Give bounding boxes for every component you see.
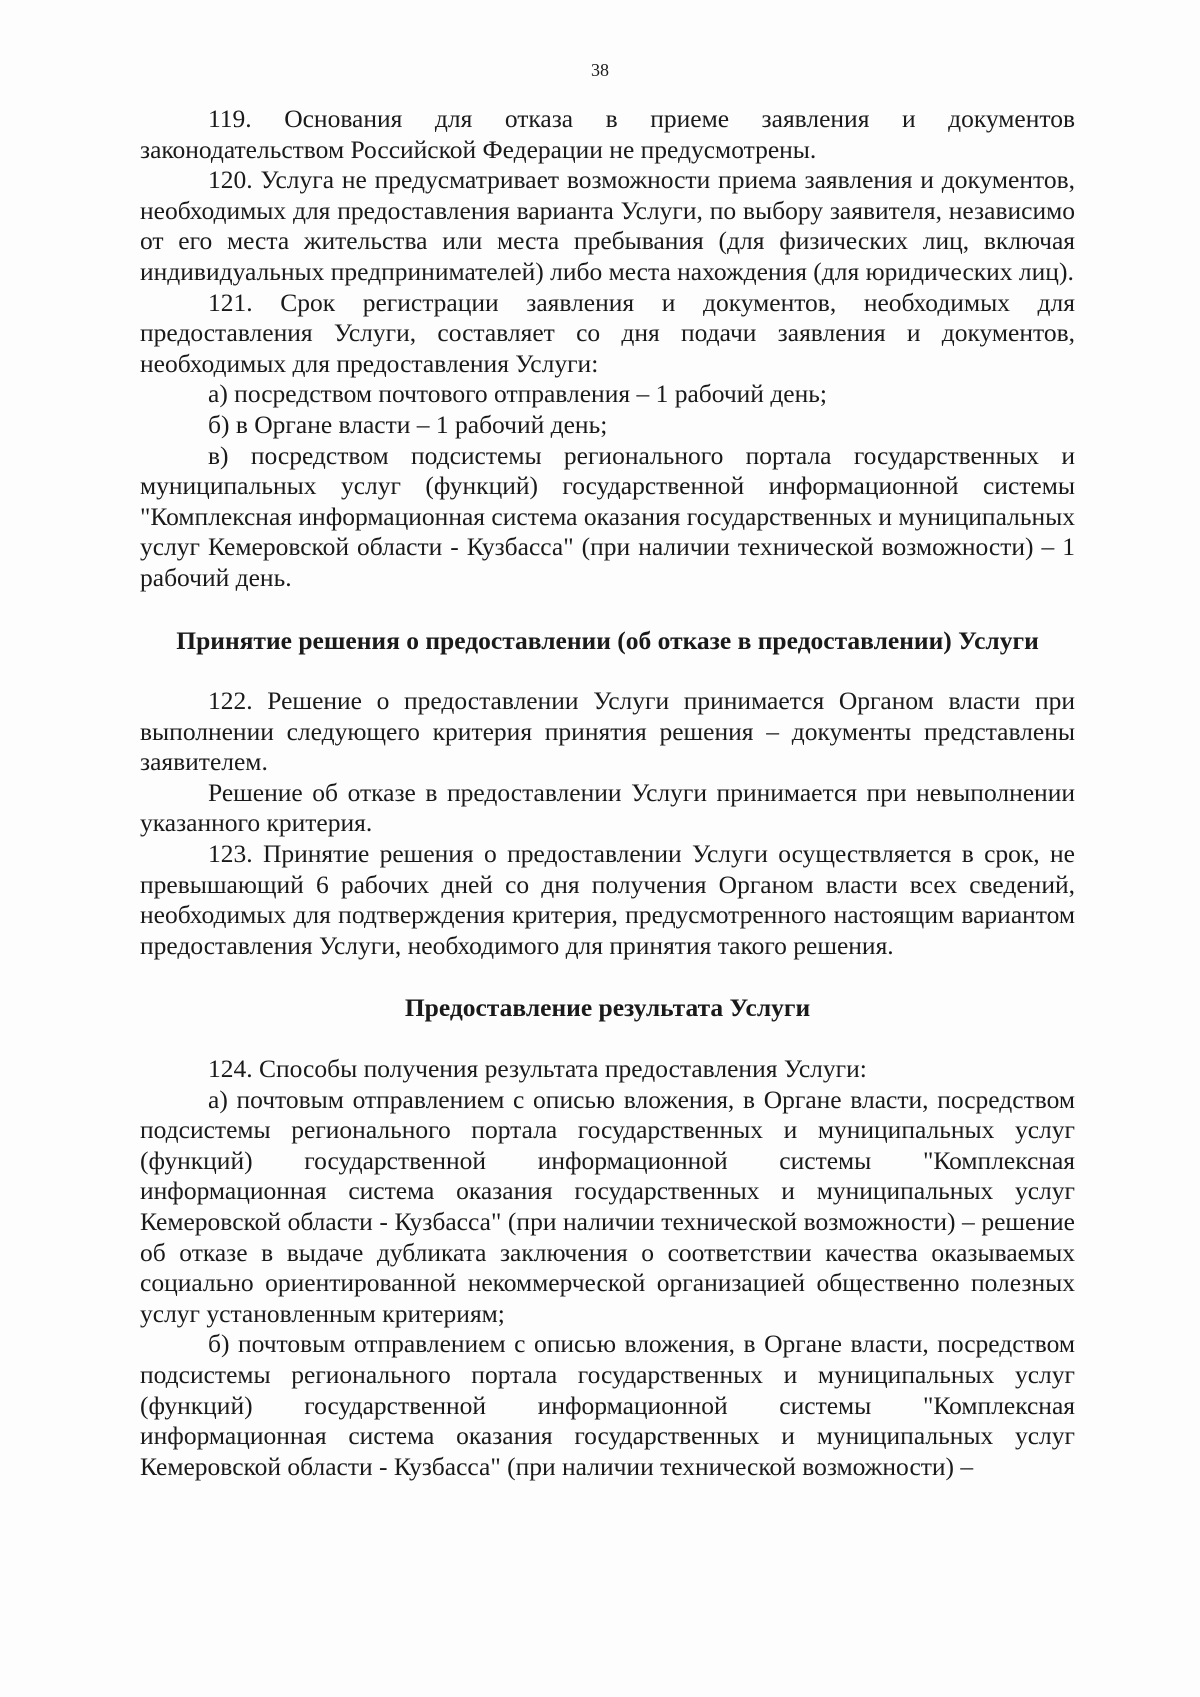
document-body	[140, 104, 1075, 1482]
paragraph-120: 120. Услуга не предусматривает возможности приема заявления и документов, необходимых для предоставления варианта Услуги, по выбору заявителя, независимо от его места жительства или места пребывания (для физических лиц, включая индивидуальных предпринимателей) либо места нахождения (для юридических лиц).	[140, 165, 1075, 286]
paragraph-124: 124. Способы получения результата предоставления Услуги:	[208, 1054, 867, 1084]
paragraph-121-v: в) посредством подсистемы регионального портала государственных и муниципальных услуг (функций) государственной информационной системы "Комплексная информационная система оказания государственных и муниципальных услуг Кемеровской области - Кузбасса" (при наличии технической возможности) – 1 рабочий день.	[140, 440, 1075, 592]
section-heading-decision: Принятие решения о предоставлении (об отказе в предоставлении) Услуги	[176, 625, 1039, 655]
paragraph-122-refusal: Решение об отказе в предоставлении Услуги принимается при невыполнении указанного критерия.	[140, 777, 1075, 838]
paragraph-121: 121. Срок регистрации заявления и документов, необходимых для предоставления Услуги, составляет со дня подачи заявления и документов, необходимых для предоставления Услуги:	[140, 287, 1075, 378]
page-number: 38	[591, 60, 609, 80]
paragraph-123: 123. Принятие решения о предоставлении Услуги осуществляется в срок, не превышающий 6 рабочих дней со дня получения Органом власти всех сведений, необходимых для подтверждения критерия, предусмотренного настоящим вариантом предоставления Услуги, необходимого для принятия такого решения.	[140, 839, 1075, 960]
paragraph-121-a: а) посредством почтового отправления – 1 рабочий день;	[208, 379, 827, 409]
paragraph-124-a: а) почтовым отправлением с описью вложения, в Органе власти, посредством подсистемы регионального портала государственных и муниципальных услуг (функций) государственной информационной системы "Комплексная информационная система оказания государственных и муниципальных услуг Кемеровской области - Кузбасса" (при наличии технической возможности) – решение об отказе в выдаче дубликата заключения о соответствии качества оказываемых социально ориентированной некоммерческой организацией общественно полезных услуг установленным критериям;	[140, 1084, 1075, 1328]
paragraph-122: 122. Решение о предоставлении Услуги принимается Органом власти при выполнении следующего критерия принятия решения – документы представлены заявителем.	[140, 686, 1075, 777]
paragraph-119: 119. Основания для отказа в приеме заявления и документов законодательством Российской Федерации не предусмотрены.	[140, 104, 1075, 164]
paragraph-124-b: б) почтовым отправлением с описью вложения, в Органе власти, посредством подсистемы регионального портала государственных и муниципальных услуг (функций) государственной информационной системы "Комплексная информационная система оказания государственных и муниципальных услуг Кемеровской области - Кузбасса" (при наличии технической возможности) –	[140, 1329, 1075, 1481]
paragraph-121-b: б) в Органе власти – 1 рабочий день;	[208, 409, 608, 439]
section-heading-result: Предоставление результата Услуги	[404, 993, 811, 1023]
